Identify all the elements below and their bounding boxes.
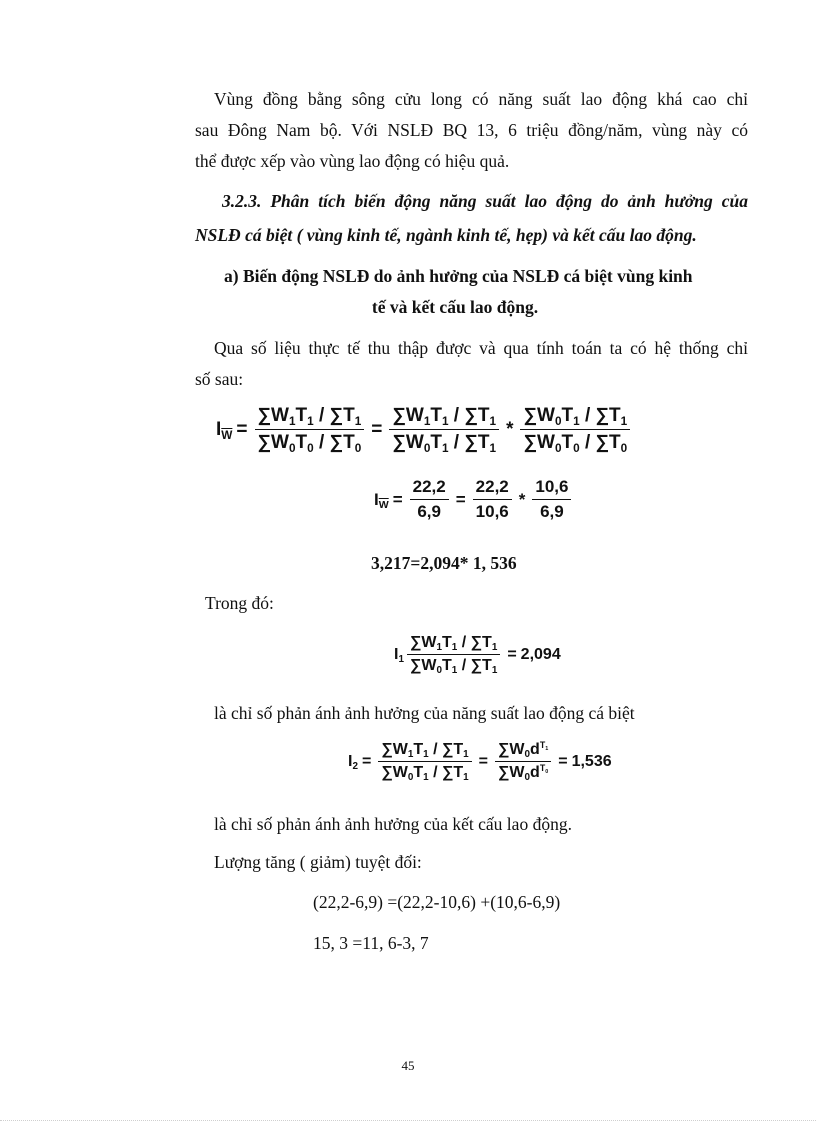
i1-formula: $I_1$ $\frac{\sum W_1T_1 / \sum T_1}{\sum W_0T_1 / \sum T_1}$ = 2,094: [394, 634, 561, 677]
den-f: 6,9: [540, 502, 564, 521]
sub-heading-line1: a) Biến động NSLĐ do ảnh hưởng của NSLĐ cá biệt vùng kinh: [224, 266, 693, 286]
num-c: 22,2: [473, 477, 512, 500]
i2-description: là chỉ số phản ánh ảnh hưởng của kết cấu lao động.: [214, 814, 572, 834]
para2-line2: số sau:: [195, 369, 244, 389]
para1-line3: thể được xếp vào vùng lao động có hiệu quả.: [195, 151, 510, 171]
trong-do-label: Trong đó:: [205, 593, 274, 613]
page-number: 45: [401, 1058, 415, 1073]
para2-line1: Qua số liệu thực tế thu thập được và qua tính toán ta có hệ thống chỉ: [214, 338, 748, 358]
num-e: 10,6: [532, 477, 571, 500]
absolute-change-label: Lượng tăng ( giảm) tuyệt đối:: [214, 852, 422, 872]
fraction-structure: $\frac{\sum W_0T_1 / \sum T_1}{\sum W_0T_0 / \sum T_0}$: [520, 405, 630, 454]
result-line: 3,217=2,094* 1, 536: [371, 553, 517, 573]
index-system-formula: $I_{\overline{W}}$ = $\frac{\sum W_1T_1 / \sum T_1}{\sum W_0T_0 / \sum T_0}$ = $\frac{\sum W_1T_1 / \sum T_1}{\sum W_0T_1 / \sum T_1}$ * $\frac{\sum W_0T_1 / \sum T_1}{\sum W_0T_0 / \sum T_0}$: [216, 405, 633, 454]
sub-heading-line2: tế và kết cấu lao động.: [371, 297, 539, 317]
i1-description: là chỉ số phản ánh ảnh hưởng của năng suất lao động cá biệt: [214, 703, 635, 723]
index-symbol: $I_{\overline{W}}$: [216, 418, 233, 442]
i2-formula: $I_2$ = $\frac{\sum W_1T_1 / \sum T_1}{\sum W_0T_1 / \sum T_1}$ = $\frac{\sum W_0d^{T_1}}{\sum W_0d^{T_0}}$ = 1,536: [348, 739, 612, 784]
num-a: 22,2: [410, 477, 449, 500]
fraction-total: $\frac{\sum W_1T_1 / \sum T_1}{\sum W_0T_0 / \sum T_0}$: [255, 405, 365, 454]
para1-line2: sau Đông Nam bộ. Với NSLĐ BQ 13, 6 triệu đồng/năm, vùng này có: [195, 120, 748, 140]
section-heading-line2: NSLĐ cá biệt ( vùng kinh tế, ngành kinh tế, hẹp) và kết cấu lao động.: [195, 225, 697, 245]
absolute-change-eq2: 15, 3 =11, 6-3, 7: [313, 933, 429, 953]
section-heading-line1: 3.2.3. Phân tích biến động năng suất lao động do ảnh hưởng của: [222, 191, 748, 211]
numeric-formula: $I_{\overline{W}}$ = $\frac{22,2}{6,9}$ = $\frac{22,2}{10,6}$ * $\frac{10,6}{6,9}$: [374, 477, 574, 522]
absolute-change-eq1: (22,2-6,9) =(22,2-10,6) +(10,6-6,9): [313, 892, 561, 912]
i1-value: 2,094: [520, 645, 561, 663]
page-divider: [0, 1120, 816, 1121]
den-b: 6,9: [417, 502, 441, 521]
i2-value: 1,536: [571, 752, 612, 770]
den-d: 10,6: [475, 502, 509, 521]
fraction-individual: $\frac{\sum W_1T_1 / \sum T_1}{\sum W_0T_1 / \sum T_1}$: [389, 405, 499, 454]
para1-line1: Vùng đồng bằng sông cửu long có năng suất lao động khá cao chỉ: [214, 89, 748, 109]
